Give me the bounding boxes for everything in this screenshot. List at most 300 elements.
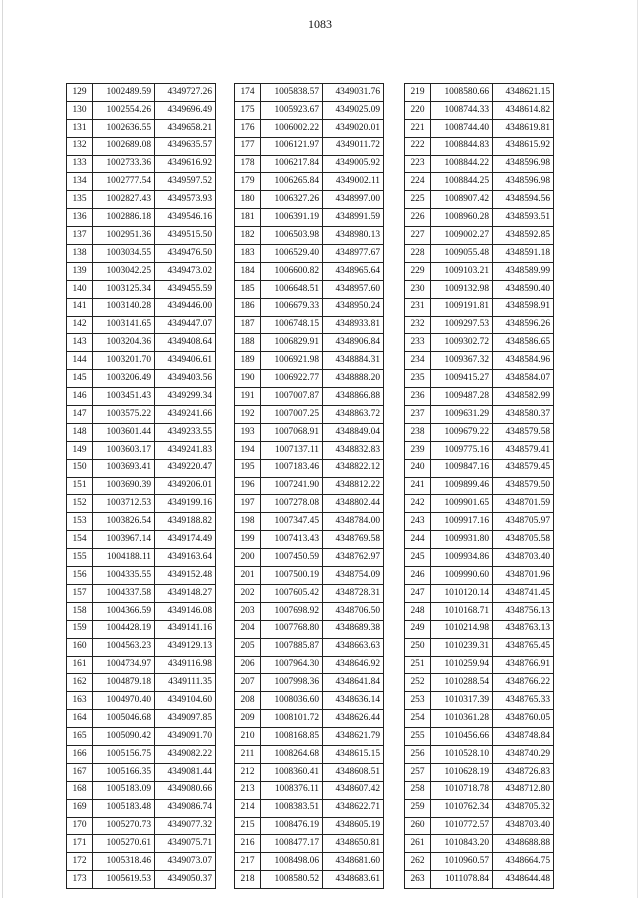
point-number: 251 — [405, 656, 431, 674]
point-number: 131 — [67, 119, 93, 137]
point-number: 156 — [67, 567, 93, 585]
x-coordinate: 1010628.19 — [431, 763, 493, 781]
point-number: 257 — [405, 763, 431, 781]
point-number: 181 — [235, 209, 261, 227]
x-coordinate: 1004734.97 — [93, 656, 155, 674]
table-row — [405, 620, 554, 638]
x-coordinate: 1002689.08 — [93, 137, 155, 155]
x-coordinate: 1007450.59 — [261, 549, 323, 567]
x-coordinate: 1008907.42 — [431, 191, 493, 209]
table-row — [67, 298, 216, 316]
table-row — [67, 173, 216, 191]
point-number: 177 — [235, 137, 261, 155]
x-coordinate: 1002554.26 — [93, 101, 155, 119]
table-row — [67, 781, 216, 799]
point-number: 259 — [405, 799, 431, 817]
x-coordinate: 1010843.20 — [431, 835, 493, 853]
point-number: 196 — [235, 477, 261, 495]
x-coordinate: 1008844.25 — [431, 173, 493, 191]
y-coordinate: 4348812.22 — [323, 477, 384, 495]
table-row — [235, 370, 384, 388]
y-coordinate: 4349002.11 — [323, 173, 384, 191]
x-coordinate: 1003712.53 — [93, 495, 155, 513]
y-coordinate: 4348762.97 — [323, 549, 384, 567]
x-coordinate: 1002636.55 — [93, 119, 155, 137]
point-number: 236 — [405, 388, 431, 406]
point-number: 191 — [235, 388, 261, 406]
x-coordinate: 1008383.51 — [261, 799, 323, 817]
y-coordinate: 4349011.72 — [323, 137, 384, 155]
point-number: 253 — [405, 692, 431, 710]
table-row — [405, 763, 554, 781]
y-coordinate: 4348701.96 — [493, 567, 554, 585]
point-number: 228 — [405, 245, 431, 263]
point-number: 240 — [405, 459, 431, 477]
x-coordinate: 1005318.46 — [93, 853, 155, 871]
point-number: 215 — [235, 817, 261, 835]
x-coordinate: 1009103.21 — [431, 262, 493, 280]
point-number: 214 — [235, 799, 261, 817]
y-coordinate: 4348608.51 — [323, 763, 384, 781]
table-row — [67, 334, 216, 352]
point-number: 189 — [235, 352, 261, 370]
point-number: 157 — [67, 584, 93, 602]
point-number: 172 — [67, 853, 93, 871]
x-coordinate: 1003967.14 — [93, 531, 155, 549]
y-coordinate: 4348765.45 — [493, 638, 554, 656]
y-coordinate: 4348579.58 — [493, 423, 554, 441]
y-coordinate: 4349116.98 — [155, 656, 216, 674]
y-coordinate: 4348596.26 — [493, 316, 554, 334]
y-coordinate: 4348596.98 — [493, 173, 554, 191]
y-coordinate: 4349148.27 — [155, 584, 216, 602]
point-number: 235 — [405, 370, 431, 388]
table-row — [405, 316, 554, 334]
point-number: 153 — [67, 513, 93, 531]
point-number: 230 — [405, 280, 431, 298]
coordinate-table-3 — [404, 83, 554, 889]
table-row — [235, 155, 384, 173]
y-coordinate: 4348832.83 — [323, 441, 384, 459]
table-row — [405, 280, 554, 298]
point-number: 244 — [405, 531, 431, 549]
x-coordinate: 1007278.08 — [261, 495, 323, 513]
point-number: 237 — [405, 406, 431, 424]
table-row — [67, 531, 216, 549]
y-coordinate: 4349141.16 — [155, 620, 216, 638]
y-coordinate: 4348594.56 — [493, 191, 554, 209]
table-row — [67, 513, 216, 531]
point-number: 198 — [235, 513, 261, 531]
y-coordinate: 4348593.51 — [493, 209, 554, 227]
table-row — [405, 459, 554, 477]
x-coordinate: 1003206.49 — [93, 370, 155, 388]
y-coordinate: 4349077.32 — [155, 817, 216, 835]
table-row — [67, 620, 216, 638]
x-coordinate: 1003034.55 — [93, 245, 155, 263]
table-row — [67, 584, 216, 602]
y-coordinate: 4349233.55 — [155, 423, 216, 441]
y-coordinate: 4348592.85 — [493, 227, 554, 245]
y-coordinate: 4348977.67 — [323, 245, 384, 263]
y-coordinate: 4349406.61 — [155, 352, 216, 370]
point-number: 162 — [67, 674, 93, 692]
table-row — [67, 835, 216, 853]
table-row — [235, 781, 384, 799]
x-coordinate: 1006391.19 — [261, 209, 323, 227]
point-number: 175 — [235, 101, 261, 119]
table-row — [67, 674, 216, 692]
table-row — [235, 191, 384, 209]
table-row — [67, 495, 216, 513]
table-row — [405, 334, 554, 352]
y-coordinate: 4348579.50 — [493, 477, 554, 495]
y-coordinate: 4349515.50 — [155, 227, 216, 245]
y-coordinate: 4348997.00 — [323, 191, 384, 209]
point-number: 200 — [235, 549, 261, 567]
table-row — [67, 137, 216, 155]
x-coordinate: 1006503.98 — [261, 227, 323, 245]
table-row — [405, 853, 554, 871]
x-coordinate: 1004188.11 — [93, 549, 155, 567]
table-row — [235, 245, 384, 263]
table-row — [235, 638, 384, 656]
y-coordinate: 4348615.92 — [493, 137, 554, 155]
x-coordinate: 1007241.90 — [261, 477, 323, 495]
point-number: 204 — [235, 620, 261, 638]
x-coordinate: 1010120.14 — [431, 584, 493, 602]
table-row — [235, 513, 384, 531]
x-coordinate: 1007347.45 — [261, 513, 323, 531]
x-coordinate: 1009415.27 — [431, 370, 493, 388]
x-coordinate: 1005156.75 — [93, 745, 155, 763]
table-row — [67, 763, 216, 781]
y-coordinate: 4348766.22 — [493, 674, 554, 692]
table-row — [235, 388, 384, 406]
table-row — [235, 209, 384, 227]
x-coordinate: 1010762.34 — [431, 799, 493, 817]
y-coordinate: 4349086.74 — [155, 799, 216, 817]
x-coordinate: 1003690.39 — [93, 477, 155, 495]
table-row — [235, 602, 384, 620]
x-coordinate: 1008360.41 — [261, 763, 323, 781]
point-number: 231 — [405, 298, 431, 316]
x-coordinate: 1004970.40 — [93, 692, 155, 710]
x-coordinate: 1005166.35 — [93, 763, 155, 781]
x-coordinate: 1007698.92 — [261, 602, 323, 620]
x-coordinate: 1003826.54 — [93, 513, 155, 531]
point-number: 178 — [235, 155, 261, 173]
y-coordinate: 4348802.44 — [323, 495, 384, 513]
point-number: 165 — [67, 728, 93, 746]
x-coordinate: 1003140.28 — [93, 298, 155, 316]
y-coordinate: 4348726.83 — [493, 763, 554, 781]
point-number: 160 — [67, 638, 93, 656]
y-coordinate: 4349097.85 — [155, 710, 216, 728]
point-number: 221 — [405, 119, 431, 137]
x-coordinate: 1008844.83 — [431, 137, 493, 155]
table-row — [235, 101, 384, 119]
y-coordinate: 4348703.40 — [493, 549, 554, 567]
table-row — [67, 853, 216, 871]
y-coordinate: 4348615.15 — [323, 745, 384, 763]
table-row — [405, 745, 554, 763]
point-number: 176 — [235, 119, 261, 137]
y-coordinate: 4349020.01 — [323, 119, 384, 137]
table-row — [67, 388, 216, 406]
y-coordinate: 4348664.75 — [493, 853, 554, 871]
table-row — [405, 388, 554, 406]
y-coordinate: 4349174.49 — [155, 531, 216, 549]
y-coordinate: 4348663.63 — [323, 638, 384, 656]
point-number: 161 — [67, 656, 93, 674]
x-coordinate: 1010718.78 — [431, 781, 493, 799]
y-coordinate: 4348688.88 — [493, 835, 554, 853]
point-number: 152 — [67, 495, 93, 513]
y-coordinate: 4349455.59 — [155, 280, 216, 298]
coordinate-table-2 — [234, 83, 384, 889]
y-coordinate: 4349476.50 — [155, 245, 216, 263]
table-row — [235, 763, 384, 781]
point-number: 133 — [67, 155, 93, 173]
x-coordinate: 1003603.17 — [93, 441, 155, 459]
table-row — [405, 137, 554, 155]
table-row — [67, 227, 216, 245]
x-coordinate: 1009487.28 — [431, 388, 493, 406]
y-coordinate: 4349081.44 — [155, 763, 216, 781]
point-number: 254 — [405, 710, 431, 728]
point-number: 166 — [67, 745, 93, 763]
point-number: 229 — [405, 262, 431, 280]
table-row — [405, 119, 554, 137]
y-coordinate: 4348626.44 — [323, 710, 384, 728]
y-coordinate: 4349408.64 — [155, 334, 216, 352]
y-coordinate: 4348957.60 — [323, 280, 384, 298]
table-row — [235, 441, 384, 459]
point-number: 149 — [67, 441, 93, 459]
point-number: 212 — [235, 763, 261, 781]
x-coordinate: 1010317.39 — [431, 692, 493, 710]
x-coordinate: 1008580.52 — [261, 871, 323, 889]
point-number: 223 — [405, 155, 431, 173]
y-coordinate: 4348706.50 — [323, 602, 384, 620]
y-coordinate: 4348740.29 — [493, 745, 554, 763]
table-row — [235, 710, 384, 728]
y-coordinate: 4348950.24 — [323, 298, 384, 316]
y-coordinate: 4348705.97 — [493, 513, 554, 531]
table-row — [235, 477, 384, 495]
point-number: 185 — [235, 280, 261, 298]
y-coordinate: 4348849.04 — [323, 423, 384, 441]
x-coordinate: 1007885.87 — [261, 638, 323, 656]
table-row — [235, 406, 384, 424]
x-coordinate: 1007500.19 — [261, 567, 323, 585]
table-row — [405, 84, 554, 102]
point-number: 187 — [235, 316, 261, 334]
point-number: 224 — [405, 173, 431, 191]
table-row — [405, 173, 554, 191]
y-coordinate: 4348644.48 — [493, 871, 554, 889]
point-number: 194 — [235, 441, 261, 459]
y-coordinate: 4348590.40 — [493, 280, 554, 298]
y-coordinate: 4348681.60 — [323, 853, 384, 871]
x-coordinate: 1002951.36 — [93, 227, 155, 245]
x-coordinate: 1003575.22 — [93, 406, 155, 424]
point-number: 232 — [405, 316, 431, 334]
table-row — [405, 352, 554, 370]
y-coordinate: 4348619.81 — [493, 119, 554, 137]
x-coordinate: 1004337.58 — [93, 584, 155, 602]
point-number: 233 — [405, 334, 431, 352]
page-number: 1083 — [308, 17, 332, 31]
table-row — [405, 549, 554, 567]
point-number: 136 — [67, 209, 93, 227]
y-coordinate: 4348605.19 — [323, 817, 384, 835]
x-coordinate: 1004366.59 — [93, 602, 155, 620]
point-number: 140 — [67, 280, 93, 298]
point-number: 138 — [67, 245, 93, 263]
x-coordinate: 1006829.91 — [261, 334, 323, 352]
table-row — [67, 745, 216, 763]
y-coordinate: 4349403.56 — [155, 370, 216, 388]
y-coordinate: 4348584.96 — [493, 352, 554, 370]
table-row — [235, 495, 384, 513]
point-number: 225 — [405, 191, 431, 209]
point-number: 211 — [235, 745, 261, 763]
x-coordinate: 1010239.31 — [431, 638, 493, 656]
x-coordinate: 1002777.54 — [93, 173, 155, 191]
y-coordinate: 4349188.82 — [155, 513, 216, 531]
x-coordinate: 1002489.59 — [93, 84, 155, 102]
table-row — [405, 155, 554, 173]
x-coordinate: 1007998.36 — [261, 674, 323, 692]
y-coordinate: 4348701.59 — [493, 495, 554, 513]
x-coordinate: 1008036.60 — [261, 692, 323, 710]
table-row — [67, 155, 216, 173]
page-edge-right — [637, 0, 638, 898]
x-coordinate: 1005183.48 — [93, 799, 155, 817]
x-coordinate: 1003141.65 — [93, 316, 155, 334]
point-number: 239 — [405, 441, 431, 459]
x-coordinate: 1009847.16 — [431, 459, 493, 477]
x-coordinate: 1008580.66 — [431, 84, 493, 102]
table-row — [235, 173, 384, 191]
table-row — [235, 853, 384, 871]
table-row — [67, 84, 216, 102]
table-row — [235, 334, 384, 352]
x-coordinate: 1006265.84 — [261, 173, 323, 191]
point-number: 220 — [405, 101, 431, 119]
y-coordinate: 4348712.80 — [493, 781, 554, 799]
point-number: 147 — [67, 406, 93, 424]
point-number: 247 — [405, 584, 431, 602]
point-number: 155 — [67, 549, 93, 567]
x-coordinate: 1006921.98 — [261, 352, 323, 370]
x-coordinate: 1008101.72 — [261, 710, 323, 728]
x-coordinate: 1010361.28 — [431, 710, 493, 728]
point-number: 134 — [67, 173, 93, 191]
y-coordinate: 4349220.47 — [155, 459, 216, 477]
x-coordinate: 1009679.22 — [431, 423, 493, 441]
point-number: 209 — [235, 710, 261, 728]
y-coordinate: 4349129.13 — [155, 638, 216, 656]
point-number: 163 — [67, 692, 93, 710]
point-number: 217 — [235, 853, 261, 871]
table-row — [67, 549, 216, 567]
point-number: 241 — [405, 477, 431, 495]
table-row — [235, 674, 384, 692]
x-coordinate: 1003451.43 — [93, 388, 155, 406]
y-coordinate: 4349050.37 — [155, 871, 216, 889]
point-number: 210 — [235, 728, 261, 746]
table-row — [405, 513, 554, 531]
y-coordinate: 4349241.66 — [155, 406, 216, 424]
point-number: 206 — [235, 656, 261, 674]
x-coordinate: 1009917.16 — [431, 513, 493, 531]
point-number: 255 — [405, 728, 431, 746]
point-number: 222 — [405, 137, 431, 155]
x-coordinate: 1007768.80 — [261, 620, 323, 638]
x-coordinate: 1009132.98 — [431, 280, 493, 298]
table-row — [405, 584, 554, 602]
y-coordinate: 4348646.92 — [323, 656, 384, 674]
x-coordinate: 1008264.68 — [261, 745, 323, 763]
x-coordinate: 1007183.46 — [261, 459, 323, 477]
x-coordinate: 1009990.60 — [431, 567, 493, 585]
table-row — [67, 477, 216, 495]
point-number: 249 — [405, 620, 431, 638]
x-coordinate: 1006217.84 — [261, 155, 323, 173]
x-coordinate: 1006002.22 — [261, 119, 323, 137]
x-coordinate: 1006922.77 — [261, 370, 323, 388]
point-number: 201 — [235, 567, 261, 585]
table-row — [67, 692, 216, 710]
x-coordinate: 1007413.43 — [261, 531, 323, 549]
y-coordinate: 4348822.12 — [323, 459, 384, 477]
y-coordinate: 4349163.64 — [155, 549, 216, 567]
y-coordinate: 4349447.07 — [155, 316, 216, 334]
y-coordinate: 4348621.79 — [323, 728, 384, 746]
y-coordinate: 4348582.99 — [493, 388, 554, 406]
x-coordinate: 1010214.98 — [431, 620, 493, 638]
y-coordinate: 4349446.00 — [155, 298, 216, 316]
x-coordinate: 1003601.44 — [93, 423, 155, 441]
y-coordinate: 4349727.26 — [155, 84, 216, 102]
x-coordinate: 1009191.81 — [431, 298, 493, 316]
y-coordinate: 4348579.45 — [493, 459, 554, 477]
table-row — [405, 817, 554, 835]
x-coordinate: 1007605.42 — [261, 584, 323, 602]
y-coordinate: 4349206.01 — [155, 477, 216, 495]
y-coordinate: 4348933.81 — [323, 316, 384, 334]
x-coordinate: 1008168.85 — [261, 728, 323, 746]
y-coordinate: 4349597.52 — [155, 173, 216, 191]
x-coordinate: 1004335.55 — [93, 567, 155, 585]
point-number: 183 — [235, 245, 261, 263]
point-number: 141 — [67, 298, 93, 316]
y-coordinate: 4348980.13 — [323, 227, 384, 245]
table-row — [235, 728, 384, 746]
y-coordinate: 4348622.71 — [323, 799, 384, 817]
y-coordinate: 4348784.00 — [323, 513, 384, 531]
y-coordinate: 4348703.40 — [493, 817, 554, 835]
table-row — [67, 602, 216, 620]
table-row — [405, 531, 554, 549]
table-row — [235, 692, 384, 710]
point-number: 208 — [235, 692, 261, 710]
table-row — [405, 799, 554, 817]
y-coordinate: 4349152.48 — [155, 567, 216, 585]
